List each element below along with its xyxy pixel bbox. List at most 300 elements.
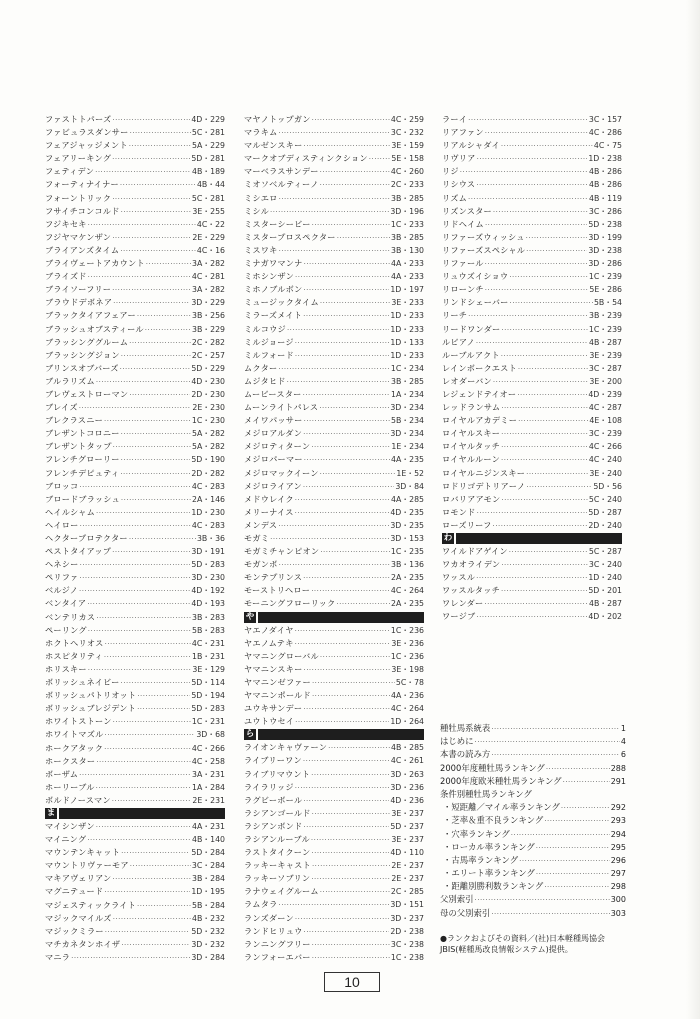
table-of-contents xyxy=(440,722,626,920)
leader-dots xyxy=(129,389,190,402)
toc-entry xyxy=(440,828,626,841)
index-entry xyxy=(442,375,622,388)
page-reference: 1D・230 xyxy=(191,507,225,517)
page-reference: 4B・119 xyxy=(589,193,622,203)
horse-name: ミオソベルティーノ xyxy=(244,179,319,190)
leader-dots xyxy=(79,769,191,782)
index-entry xyxy=(244,859,424,872)
page-reference: 3B・284 xyxy=(192,874,225,884)
toc-label: ・芝率＆重不良ランキング xyxy=(443,815,544,826)
horse-name: ランフォーエバー xyxy=(244,951,311,962)
leader-dots xyxy=(278,520,389,533)
horse-name: ロモンド xyxy=(442,506,476,517)
page-reference: 2A・146 xyxy=(192,494,225,504)
toc-page: 297 xyxy=(610,869,626,879)
horse-name: フォーティナイナー xyxy=(45,179,119,190)
page-reference: 4D・192 xyxy=(191,586,225,596)
index-entry xyxy=(442,283,622,296)
index-entry xyxy=(244,126,424,139)
page-reference: 4C・286 xyxy=(588,128,622,138)
page-edge xyxy=(686,0,700,1019)
horse-name: ホワイトストーン xyxy=(45,716,112,727)
index-entry xyxy=(45,113,225,126)
page-reference: 4A・236 xyxy=(391,691,424,701)
index-entry xyxy=(442,336,622,349)
leader-dots xyxy=(295,271,390,284)
leader-dots xyxy=(87,598,190,611)
horse-name: ホワイトマズル xyxy=(45,729,104,740)
horse-name: ペリファ xyxy=(45,572,79,583)
horse-name: ヤマニンゼファー xyxy=(244,676,311,687)
leader-dots xyxy=(303,703,390,716)
leader-dots xyxy=(312,952,390,965)
horse-name: マチカネタンホイザ xyxy=(45,938,121,949)
section-header xyxy=(244,729,424,740)
horse-name: ブライソーフリー xyxy=(45,284,112,295)
leader-dots xyxy=(120,363,191,376)
horse-name: ブロードブラッシュ xyxy=(45,493,120,504)
horse-name: ブレクラスニー xyxy=(45,415,103,426)
index-column-3 xyxy=(442,113,622,624)
horse-name: ミシル xyxy=(244,205,269,216)
horse-name: ライブリマウント xyxy=(244,768,311,779)
toc-entry xyxy=(440,722,626,735)
page-reference: 5C・240 xyxy=(588,494,622,504)
page-reference: 1A・234 xyxy=(391,389,424,399)
index-entry xyxy=(442,467,622,480)
page-reference: 4D・110 xyxy=(390,848,424,858)
page-reference: 1C・233 xyxy=(390,219,424,229)
horse-name: ミュージックタイム xyxy=(244,297,319,308)
index-entry xyxy=(45,558,225,571)
page-reference: 4D・236 xyxy=(390,795,424,805)
index-entry xyxy=(244,349,424,362)
leader-dots xyxy=(129,140,191,153)
page-reference: 3D・238 xyxy=(588,245,622,255)
leader-dots xyxy=(80,559,191,572)
index-entry xyxy=(45,611,225,624)
leader-dots xyxy=(287,324,389,337)
horse-name: ロイヤルアカデミー xyxy=(442,415,518,426)
leader-dots xyxy=(526,232,588,245)
index-entry xyxy=(45,820,225,833)
leader-dots xyxy=(501,441,588,454)
horse-name: ワージブ xyxy=(442,611,476,622)
page-reference: 5B・234 xyxy=(391,416,424,426)
leader-dots xyxy=(320,886,390,899)
horse-name: ブリンスオブバーズ xyxy=(45,362,119,373)
page-reference: 1E・234 xyxy=(391,442,424,452)
index-entry xyxy=(244,388,424,401)
horse-name: メジロアルダン xyxy=(244,428,303,439)
index-entry xyxy=(442,440,622,453)
toc-label: ・ローカル率ランキング xyxy=(443,841,535,852)
toc-page: 292 xyxy=(610,803,626,813)
leader-dots xyxy=(320,166,390,179)
index-entry xyxy=(244,427,424,440)
horse-name: ワイルドアゲイン xyxy=(442,546,508,556)
leader-dots xyxy=(112,795,192,808)
horse-name: ライオンキャヴァーン xyxy=(244,742,328,753)
page-reference: 3A・282 xyxy=(192,285,225,295)
page-reference: 1E・52 xyxy=(396,468,424,478)
horse-name: ヘイロー xyxy=(45,519,79,530)
index-entry xyxy=(45,925,225,938)
page-reference: 5B・283 xyxy=(192,625,225,635)
horse-name: ヤマニンスキー xyxy=(244,663,303,674)
leader-dots xyxy=(484,598,588,611)
index-entry xyxy=(442,427,622,440)
index-entry xyxy=(442,244,622,257)
leader-dots xyxy=(510,297,593,310)
page-reference: 2E・229 xyxy=(192,232,225,242)
horse-name: ボリッシュパトリオット xyxy=(45,690,137,701)
toc-page: 295 xyxy=(610,842,626,852)
index-entry xyxy=(442,113,622,126)
horse-name: ロドリゴデトリアーノ xyxy=(442,480,526,491)
page-reference: 4B・44 xyxy=(196,180,225,190)
index-entry xyxy=(244,192,424,205)
page-reference: 3D・286 xyxy=(588,259,622,269)
page-number: 10 xyxy=(324,972,380,992)
leader-dots xyxy=(536,842,610,855)
leader-dots xyxy=(304,415,390,428)
horse-name: ルビアノ xyxy=(442,336,475,347)
horse-name: ベルジノ xyxy=(45,585,79,596)
horse-name: ロイヤルルーン xyxy=(442,454,501,465)
leader-dots xyxy=(476,179,588,192)
horse-name: リズム xyxy=(442,192,467,203)
horse-name: ベンタイア xyxy=(45,598,87,609)
page-reference: 3D・232 xyxy=(191,939,225,949)
index-entry xyxy=(45,244,225,257)
leader-dots xyxy=(96,612,191,625)
leader-dots xyxy=(544,815,609,828)
page-reference: 4C・266 xyxy=(191,743,225,753)
leader-dots xyxy=(303,926,389,939)
leader-dots xyxy=(120,179,196,192)
page-reference: 1A・284 xyxy=(192,782,225,792)
index-entry xyxy=(45,296,225,309)
index-entry xyxy=(244,715,424,728)
leader-dots xyxy=(501,585,587,598)
horse-name: ロイヤルタッチ xyxy=(442,441,501,452)
leader-dots xyxy=(137,310,191,323)
index-entry xyxy=(244,637,424,650)
page-reference: 2D・240 xyxy=(588,520,622,530)
horse-name: ブラッシンググルーム xyxy=(45,336,129,347)
page-reference: 4B・287 xyxy=(589,337,622,347)
horse-name: フォーントリック xyxy=(45,192,112,203)
index-entry xyxy=(442,165,622,178)
index-entry xyxy=(442,205,622,218)
index-entry xyxy=(244,885,424,898)
leader-dots xyxy=(493,206,588,219)
page-reference: 3B・285 xyxy=(391,232,424,242)
page-reference: 1D・240 xyxy=(588,573,622,583)
horse-name: ブルラリズム xyxy=(45,375,95,386)
index-entry xyxy=(244,401,424,414)
horse-name: ファビュラスダンサー xyxy=(45,127,129,138)
page-reference: 5D・56 xyxy=(593,481,622,491)
page-reference: 4B・287 xyxy=(589,599,622,609)
leader-dots xyxy=(113,716,191,729)
page-reference: 4D・235 xyxy=(390,507,424,517)
page-reference: 3E・240 xyxy=(589,468,622,478)
page-reference: 5D・201 xyxy=(588,586,622,596)
page-reference: 4A・235 xyxy=(391,455,424,465)
index-entry xyxy=(244,178,424,191)
leader-dots xyxy=(561,802,610,815)
horse-name: レインボークエスト xyxy=(442,362,517,373)
leader-dots xyxy=(129,533,196,546)
page-reference: 4D・229 xyxy=(191,115,225,124)
toc-entry xyxy=(440,788,626,801)
toc-label: ・穴率ランキング xyxy=(443,828,510,839)
horse-name: ヘクタープロテクター xyxy=(45,533,128,543)
horse-name: マラキム xyxy=(244,127,278,138)
horse-name: リローンチ xyxy=(442,284,484,295)
horse-name: ボリッシュネイビー xyxy=(45,677,120,688)
page-reference: 3D・236 xyxy=(390,782,424,792)
page-reference: 5D・284 xyxy=(191,848,225,858)
index-entry xyxy=(45,532,225,545)
index-entry xyxy=(45,938,225,951)
leader-dots xyxy=(104,743,191,756)
page-reference: 3B・130 xyxy=(391,245,424,255)
index-entry xyxy=(45,309,225,322)
leader-dots xyxy=(320,546,390,559)
toc-page: 298 xyxy=(610,882,626,892)
horse-name: ホリスキー xyxy=(45,663,87,674)
page-reference: 4A・233 xyxy=(391,259,424,269)
leader-dots xyxy=(477,507,588,520)
index-entry xyxy=(442,506,622,519)
leader-dots xyxy=(491,723,620,736)
index-entry xyxy=(244,205,424,218)
horse-name: ボーザム xyxy=(45,768,79,779)
page-reference: 3D・153 xyxy=(390,534,424,543)
toc-page: 288 xyxy=(610,763,626,773)
horse-name: マジックミラー xyxy=(45,925,104,936)
index-entry xyxy=(442,597,622,610)
page-reference: 3C・232 xyxy=(390,128,424,138)
horse-name: ブロッコ xyxy=(45,480,79,491)
section-kana: や xyxy=(244,612,258,623)
leader-dots xyxy=(311,834,391,847)
index-entry xyxy=(442,453,622,466)
index-entry xyxy=(45,427,225,440)
horse-name: ブラックタイアフェアー xyxy=(45,310,136,321)
index-entry xyxy=(442,192,622,205)
page-reference: 3C・284 xyxy=(191,861,225,871)
index-entry xyxy=(244,467,424,480)
horse-name: レッドランサム xyxy=(442,402,501,413)
leader-dots xyxy=(369,153,391,166)
index-entry xyxy=(45,152,225,165)
index-entry xyxy=(45,728,225,741)
index-entry xyxy=(45,231,225,244)
index-entry xyxy=(442,388,622,401)
index-entry xyxy=(244,912,424,925)
toc-entry xyxy=(440,841,626,854)
horse-name: マーベラスサンデー xyxy=(244,166,319,177)
horse-name: ミシエロ xyxy=(244,192,278,203)
index-column-2 xyxy=(244,113,424,964)
leader-dots xyxy=(336,598,390,611)
toc-label: 種牡馬系統表 xyxy=(440,723,491,733)
page-reference: 3D・196 xyxy=(390,206,424,216)
page-reference: 3D・199 xyxy=(588,232,622,242)
page-reference: 1C・230 xyxy=(191,416,225,426)
leader-dots xyxy=(303,481,394,494)
page-reference: 1C・236 xyxy=(390,651,424,661)
index-entry xyxy=(244,741,424,754)
section-kana: ら xyxy=(244,729,258,740)
page-reference: 2C・282 xyxy=(191,337,225,347)
index-entry xyxy=(442,323,622,336)
leader-dots xyxy=(121,847,190,860)
page-reference: 3B・283 xyxy=(192,612,225,622)
leader-dots xyxy=(312,690,390,703)
page-reference: 5D・232 xyxy=(191,926,225,936)
horse-name: ペストタイアップ xyxy=(45,546,112,557)
horse-name: マジックマイルズ xyxy=(45,912,112,923)
page-reference: 5C・281 xyxy=(191,128,225,138)
horse-name: モーストリヘロー xyxy=(244,585,311,596)
leader-dots xyxy=(477,153,588,166)
page-reference: 3E・236 xyxy=(391,638,424,648)
horse-name: ミホシンザン xyxy=(244,271,294,282)
toc-entry xyxy=(440,801,626,814)
index-entry xyxy=(244,165,424,178)
leader-dots xyxy=(475,894,610,907)
page-reference: 3C・240 xyxy=(588,560,622,570)
horse-name: ミスタープロスペクター xyxy=(244,231,336,242)
horse-name: メドウレイク xyxy=(244,493,294,504)
horse-name: ユウキサンデー xyxy=(244,703,303,714)
horse-name: ヤエノダイヤ xyxy=(244,624,294,635)
index-entry xyxy=(244,702,424,715)
page-reference: 3D・191 xyxy=(191,547,225,557)
leader-dots xyxy=(295,716,389,729)
page-reference: 4C・231 xyxy=(191,638,225,648)
horse-name: ロイヤルニジンスキー xyxy=(442,467,526,478)
leader-dots xyxy=(320,651,390,664)
leader-dots xyxy=(105,638,191,651)
index-entry xyxy=(244,663,424,676)
horse-name: ブレイズ xyxy=(45,402,78,413)
index-entry xyxy=(45,597,225,610)
leader-dots xyxy=(320,297,391,310)
index-entry xyxy=(442,558,622,571)
index-entry xyxy=(45,912,225,925)
index-entry xyxy=(244,624,424,637)
leader-dots xyxy=(304,258,390,271)
index-entry xyxy=(442,218,622,231)
horse-name: ラシアンボンド xyxy=(244,820,303,831)
horse-name: ラムタラ xyxy=(244,899,278,910)
horse-name: メジロティターン xyxy=(244,441,311,452)
horse-name: ワッスル xyxy=(442,572,476,583)
page-reference: 3D・235 xyxy=(390,520,424,530)
leader-dots xyxy=(287,376,390,389)
horse-name: ランドヒリュウ xyxy=(244,925,303,936)
leader-dots xyxy=(278,363,390,376)
leader-dots xyxy=(501,559,588,572)
page-reference: 4B・286 xyxy=(589,180,622,190)
leader-dots xyxy=(303,664,390,677)
horse-name: メジロライアン xyxy=(244,480,302,491)
page-reference: 3D・234 xyxy=(390,429,424,439)
horse-name: ヘイルシャム xyxy=(45,506,95,517)
index-entry xyxy=(244,571,424,584)
toc-page: 1 xyxy=(620,724,626,733)
horse-name: フジキセキ xyxy=(45,218,87,229)
horse-name: マイニング xyxy=(45,834,87,845)
horse-name: メリーナイス xyxy=(244,506,294,517)
toc-label: 2000年度欧米種牡馬ランキング xyxy=(440,775,562,786)
page-reference: 5E・286 xyxy=(589,285,622,295)
leader-dots xyxy=(295,350,389,363)
leader-dots xyxy=(319,402,389,415)
page-reference: 4B・285 xyxy=(391,743,424,753)
index-entry xyxy=(244,938,424,951)
page-reference: 5D・287 xyxy=(588,507,622,517)
horse-name: リアルシャダイ xyxy=(442,140,500,151)
horse-name: リシウス xyxy=(442,179,476,190)
leader-dots xyxy=(501,324,588,337)
toc-label: ・距離別勝利数ランキング xyxy=(443,881,544,892)
index-entry xyxy=(45,323,225,336)
index-entry xyxy=(45,192,225,205)
page-reference: 5D・237 xyxy=(390,821,424,831)
page-reference: 4D・193 xyxy=(191,599,225,609)
horse-name: フェティデン xyxy=(45,166,95,177)
index-entry xyxy=(45,388,225,401)
leader-dots xyxy=(501,140,593,153)
horse-name: ベンテリカス xyxy=(45,611,96,622)
horse-name: ラッキーキャスト xyxy=(244,860,311,871)
page-reference: 4C・16 xyxy=(196,245,225,255)
leader-dots xyxy=(112,193,191,206)
page-reference: 4C・259 xyxy=(390,115,424,124)
page-reference: 4E・108 xyxy=(589,416,622,426)
leader-dots xyxy=(337,232,390,245)
horse-name: リアファン xyxy=(442,127,484,138)
index-entry xyxy=(244,218,424,231)
index-entry xyxy=(45,218,225,231)
horse-name: フジヤマケンザン xyxy=(45,231,112,242)
page-reference: 5A・229 xyxy=(192,141,225,151)
horse-name: リズンスター xyxy=(442,205,492,216)
horse-name: マキアヴェリアン xyxy=(45,873,112,884)
index-entry xyxy=(45,336,225,349)
horse-name: マヤノトップガン xyxy=(244,114,311,124)
horse-name: ブライアンズタイム xyxy=(45,244,120,255)
leader-dots xyxy=(112,284,191,297)
toc-page: 4 xyxy=(620,737,626,747)
leader-dots xyxy=(303,428,389,441)
toc-entry xyxy=(440,775,626,788)
index-entry xyxy=(244,506,424,519)
leader-dots xyxy=(104,651,191,664)
horse-name: ムービースター xyxy=(244,388,302,399)
toc-label: 母の父別索引 xyxy=(440,907,491,918)
horse-name: ラシアンゴールド xyxy=(244,807,311,818)
horse-name: ロバリアアモン xyxy=(442,493,501,504)
horse-name: フレンチデピュティ xyxy=(45,467,120,478)
